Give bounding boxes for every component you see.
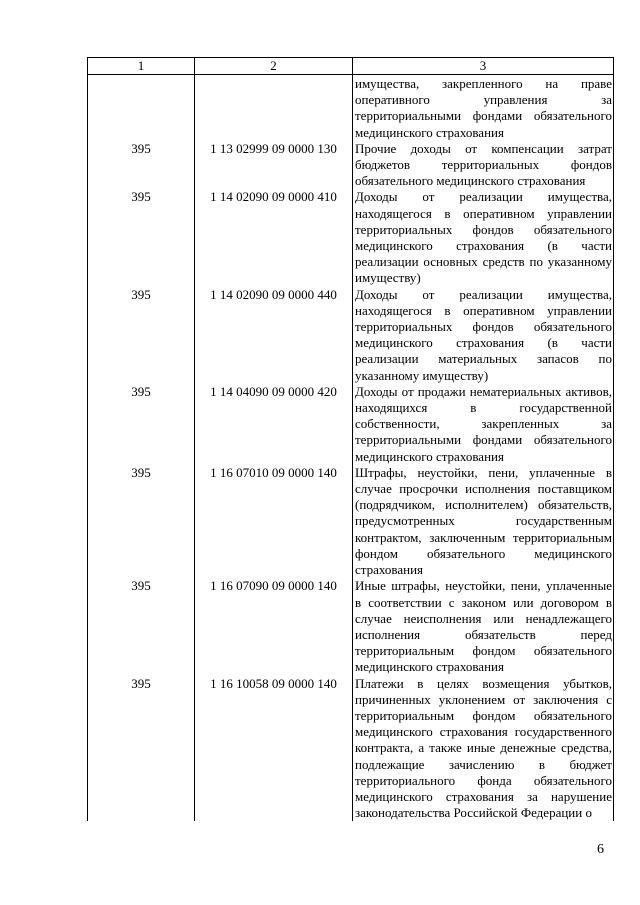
table-row [88,141,614,190]
table-row [88,189,614,286]
description-cell: Штрафы, неустойки, пени, уплаченные в случае просрочки исполнения поставщиком (подрядчиком, исполнителем) обязательств, предусмотренных государственным контрактом, заключенным территориальным фондом обязательного медицинского страхования [353,465,614,578]
admin-code-cell: 395 [88,465,195,578]
admin-code-cell [88,75,195,141]
header-col-1: 1 [88,58,195,75]
table-row [88,578,614,675]
kbk-code-cell: 1 14 02090 09 0000 410 [195,189,353,286]
table-row [88,287,614,384]
income-codes-table [87,57,614,821]
kbk-code-cell: 1 14 02090 09 0000 440 [195,287,353,384]
admin-code-cell: 395 [88,287,195,384]
header-col-3: 3 [353,58,614,75]
description-cell: Доходы от реализации имущества, находящегося в оперативном управлении территориальных фондов обязательного медицинского страхования (в части реализации основных средств по указанному имуществу) [353,189,614,286]
page-number: 6 [597,842,604,857]
header-col-2: 2 [195,58,353,75]
table-row [88,384,614,465]
description-cell: Доходы от реализации имущества, находящегося в оперативном управлении территориальных фондов обязательного медицинского страхования (в части реализации материальных запасов по указанному имуществу) [353,287,614,384]
table-row [88,465,614,578]
table-header-row [88,58,614,75]
admin-code-cell: 395 [88,578,195,675]
kbk-code-cell: 1 16 07010 09 0000 140 [195,465,353,578]
kbk-code-cell: 1 14 04090 09 0000 420 [195,384,353,465]
kbk-code-cell: 1 16 07090 09 0000 140 [195,578,353,675]
description-cell: имущества, закрепленного на праве оперативного управления за территориальными фондами обязательного медицинского страхования [353,75,614,141]
admin-code-cell: 395 [88,384,195,465]
admin-code-cell: 395 [88,676,195,822]
description-cell: Платежи в целях возмещения убытков, причиненных уклонением от заключения с территориальным фондом обязательного медицинского страхования государственного контракта, а также иные денежные средства, подлежащие зачислению в бюджет территориального фонда обязательного медицинского страхования за нарушение законодательства Российской Федерации о [353,676,614,822]
admin-code-cell: 395 [88,189,195,286]
kbk-code-cell: 1 16 10058 09 0000 140 [195,676,353,822]
description-cell: Иные штрафы, неустойки, пени, уплаченные в соответствии с законом или договором в случае неисполнения или ненадлежащего исполнения обязательств перед территориальным фондом обязательного медицинского страхования [353,578,614,675]
kbk-code-cell: 1 13 02999 09 0000 130 [195,141,353,190]
description-cell: Прочие доходы от компенсации затрат бюджетов территориальных фондов обязательного медицинского страхования [353,141,614,190]
kbk-code-cell [195,75,353,141]
description-cell: Доходы от продажи нематериальных активов, находящихся в государственной собственности, закрепленных за территориальными фондами обязательного медицинского страхования [353,384,614,465]
table-row [88,676,614,822]
admin-code-cell: 395 [88,141,195,190]
table-row [88,75,614,141]
